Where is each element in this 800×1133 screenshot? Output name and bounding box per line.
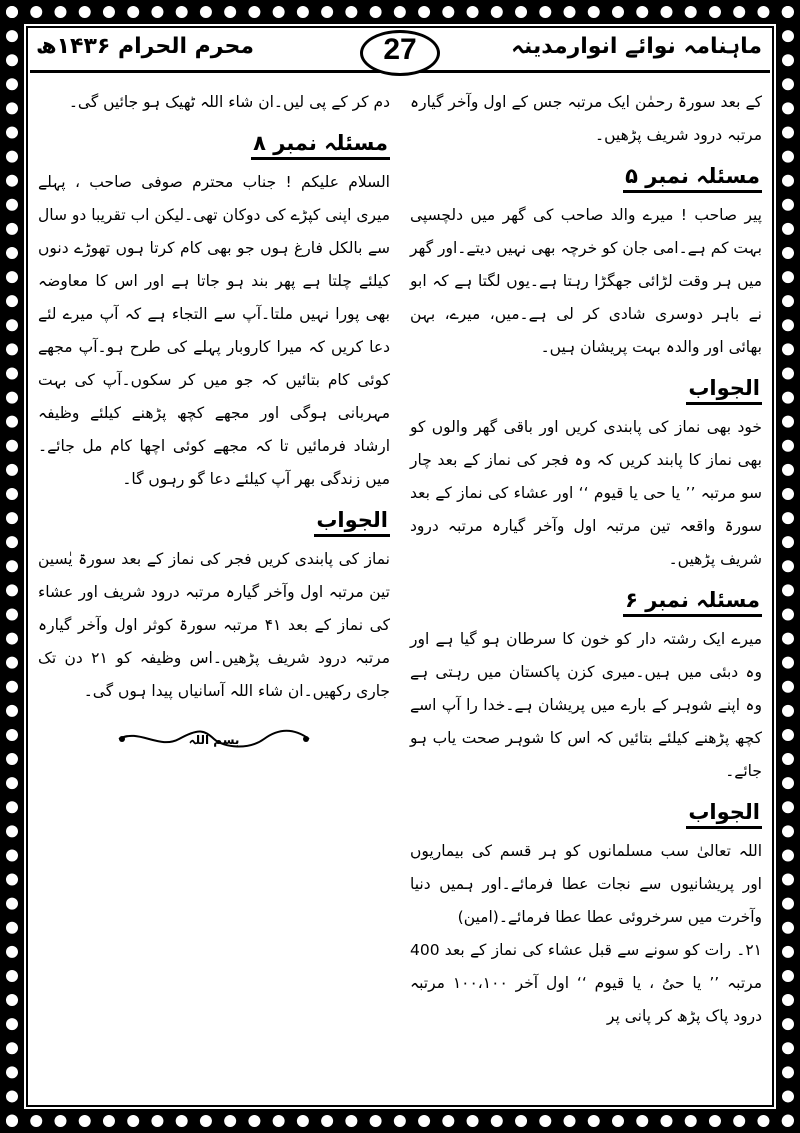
- question-5-heading: مسئلہ نمبر ۵: [410, 160, 762, 193]
- continued-text: دم کر کے پی لیں۔ان شاء اللہ ٹھیک ہو جائیں گی۔: [68, 93, 390, 111]
- ornament-divider: [114, 726, 314, 752]
- left-column: [38, 86, 390, 752]
- question-5-text: پیر صاحب ! میرے والد صاحب کی گھر میں دلچسپی بہت کم ہے۔امی جان کو خرچہ بھی نہیں دیتے۔اور گھر میں ہر وقت لڑائی جھگڑا رہتا ہے۔یوں لگتا ہے کہ ابو نے باہر دوسری شادی کر لی ہے۔میں، میرے، بہن بھائی اور والدہ بہت پریشان ہیں۔: [410, 206, 762, 356]
- answer-6-text-continued: ۲۱۔ رات کو سونے سے قبل عشاء کی نماز کے بعد 400 مرتبہ ’’ یا حیُ ، یا قیوم ‘‘ اول آخر ۱۰۰،۱۰۰ مرتبہ درود پاک پڑھ کر پانی پر: [410, 941, 762, 1025]
- question-8-heading: مسئلہ نمبر ۸: [38, 127, 390, 160]
- answer-6-heading: الجواب: [410, 796, 762, 829]
- page-header: [30, 30, 770, 73]
- continued-text: کے بعد سورۃ رحمٰن ایک مرتبہ جس کے اول وآخر گیارہ مرتبہ درود شریف پڑھیں۔: [410, 93, 762, 144]
- right-column: [410, 86, 762, 1033]
- answer-8-heading: الجواب: [38, 504, 390, 537]
- answer-8-text: نماز کی پابندی کریں فجر کی نماز کے بعد سورۃ یٰسین تین مرتبہ اول وآخر گیارہ مرتبہ درود شریف اور عشاء کی نماز کے بعد ۴۱ مرتبہ سورۃ کوثر اول وآخر گیارہ مرتبہ درود شریف پڑھیں۔اس وظیفہ کو ۲۱ دن تک جاری رکھیں۔ان شاء اللہ آسانیاں پیدا ہوں گی۔: [38, 550, 390, 700]
- answer-5-text: خود بھی نماز کی پابندی کریں اور باقی گھر والوں کو بھی نماز کا پابند کریں کہ وہ فجر کی نماز کے بعد چار سو مرتبہ ’’ یا حی یا قیوم ‘‘ اور عشاء کی نماز کے بعد سورۃ واقعہ تین مرتبہ اول وآخر گیارہ مرتبہ درود شریف پڑھیں۔: [410, 418, 762, 568]
- answer-5-heading: الجواب: [410, 372, 762, 405]
- page-number: 27: [360, 30, 440, 76]
- answer-6-text: اللہ تعالیٰ سب مسلمانوں کو ہر قسم کی بیماریوں اور پریشانیوں سے نجات عطا فرمائے۔اور ہمیں دنیا وآخرت میں سرخروئی عطا عطا فرمائے۔(امین): [410, 842, 762, 926]
- question-6-heading: مسئلہ نمبر ۶: [410, 584, 762, 617]
- page-content: [30, 30, 770, 1103]
- magazine-title: ماہنامہ نوائے انوارمدینہ: [511, 34, 762, 59]
- question-8-text: السلام علیکم ! جناب محترم صوفی صاحب ، پہلے میری اپنی کپڑے کی دوکان تھی۔لیکن اب تقریبا دو سال سے بالکل فارغ ہوں جو بھی کام کرتا ہوں تھوڑے دنوں کیلئے چلتا ہے پھر بند ہو جاتا ہے اور اس کا معاوضہ بھی پورا نہیں ملتا۔آپ سے التجاء ہے کہ آپ میرے لئے دعا کریں کہ میرا کاروبار پہلے کی طرح ہو۔آپ مجھے کوئی کام بتائیں کہ جو میں کر سکوں۔آپ کی بہت مہربانی ہوگی اور مجھے کچھ پڑھنے کیلئے وظیفہ ارشاد فرمائیں تا کہ مجھے کوئی اچھا کام مل جائے۔میں زندگی بھر آپ کیلئے دعا گو رہوں گا۔: [38, 173, 390, 488]
- question-6-text: میرے ایک رشتہ دار کو خون کا سرطان ہو گیا ہے اور وہ دبئی میں ہیں۔میری کزن پاکستان میں رہتی ہے وہ اپنے شوہر کے بارے میں پریشان ہے۔خدا را آپ اسے کچھ پڑھنے کیلئے بتائیں کہ اس کا شوہر صحت یاب ہو جائے۔: [410, 630, 762, 780]
- ornament-text: بسم اللہ: [188, 733, 240, 747]
- issue-date: محرم الحرام ۱۴۳۶ھ: [36, 34, 254, 59]
